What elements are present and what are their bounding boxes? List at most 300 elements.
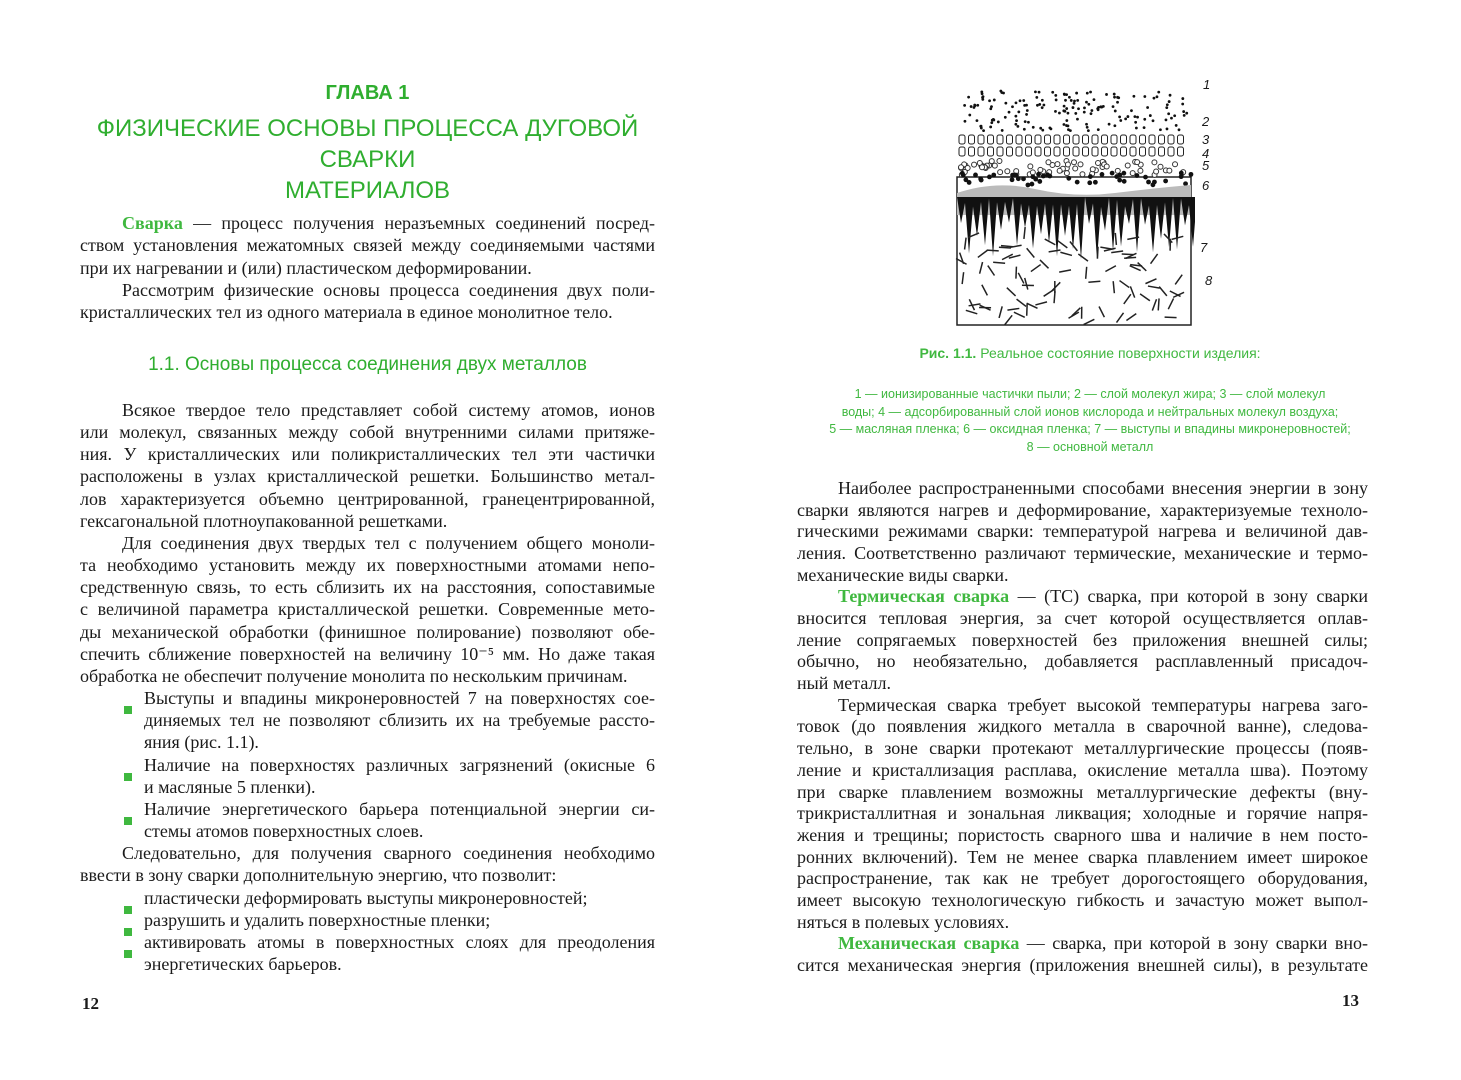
dust-particle bbox=[1011, 105, 1014, 108]
dust-particle bbox=[1038, 91, 1041, 94]
line-text: или молекул, связанных между собой внутренними силами притяже- bbox=[80, 422, 655, 443]
dust-particle bbox=[1149, 114, 1152, 117]
fat-molecule bbox=[1159, 135, 1165, 144]
fat-molecule bbox=[978, 135, 984, 144]
line-text: ния. У кристаллических или поликристаллических тел эти частички bbox=[80, 444, 655, 465]
text-line bbox=[797, 911, 1368, 933]
dust-particle bbox=[1004, 116, 1007, 119]
line-text: та необходимо установить между их поверхностными атомами непо- bbox=[80, 555, 655, 576]
dust-particle bbox=[1175, 124, 1178, 127]
text-line bbox=[797, 542, 1368, 564]
dust-particle bbox=[1132, 95, 1135, 98]
text-line bbox=[838, 694, 1368, 716]
line-text: — сварка, при которой в зону сварки вно- bbox=[1019, 933, 1368, 954]
dust-particle bbox=[1136, 116, 1139, 119]
dust-particle bbox=[1076, 99, 1079, 102]
figure-label: 1 bbox=[1203, 77, 1211, 92]
grain-mark bbox=[1158, 298, 1159, 310]
dust-particle bbox=[1159, 128, 1162, 131]
line-text: Наличие на поверхностях различных загрязнений (окисные 6 bbox=[144, 754, 655, 775]
text-line bbox=[80, 864, 655, 886]
dust-particle bbox=[988, 99, 991, 102]
dust-particle bbox=[1001, 129, 1004, 132]
fat-molecule bbox=[1007, 147, 1013, 156]
line-text: лов характеризуется объемно центрированной, гранецентрированной, bbox=[80, 488, 655, 509]
fat-molecule bbox=[1083, 147, 1089, 156]
oxygen-ion bbox=[967, 180, 972, 185]
line-text: механические виды сварки. bbox=[797, 564, 1009, 585]
dust-particle bbox=[1146, 106, 1149, 109]
oxygen-ion bbox=[987, 175, 992, 180]
dust-particle bbox=[1166, 103, 1169, 106]
dust-particle bbox=[1134, 121, 1137, 124]
dust-particle bbox=[1113, 93, 1116, 96]
text-line bbox=[122, 399, 655, 421]
dust-particle bbox=[1038, 103, 1041, 106]
line-text: ством установления межатомных связей между соединяемыми частями bbox=[80, 235, 655, 256]
line-text: ление и кристаллизация расплава, окисление металла шва). Поэтому bbox=[797, 759, 1368, 780]
dust-particle bbox=[1062, 109, 1065, 112]
term-highlight: Сварка bbox=[122, 213, 183, 233]
fat-molecule bbox=[1168, 147, 1174, 156]
water-molecule bbox=[1055, 162, 1060, 167]
fat-molecule bbox=[1121, 135, 1127, 144]
dust-particle bbox=[1069, 129, 1072, 132]
dust-particle bbox=[989, 126, 992, 129]
text-line bbox=[122, 279, 655, 301]
line-text: распространение, так как не требует дорогостоящего оборудования, bbox=[797, 868, 1368, 889]
line-text: жения и трещины; пористость сварного шва и наличие в нем посто- bbox=[797, 824, 1368, 845]
line-text: Термическая сварка требует высокой температуры нагрева заго- bbox=[838, 694, 1368, 715]
text-line bbox=[80, 301, 655, 323]
dust-particle bbox=[1014, 123, 1017, 126]
text-line bbox=[797, 737, 1368, 759]
line-text: Следовательно, для получения сварного соединения необходимо bbox=[122, 843, 655, 864]
dust-particle bbox=[1118, 115, 1121, 118]
oxygen-ion bbox=[1087, 180, 1092, 185]
text-line bbox=[80, 554, 655, 576]
page-number: 13 bbox=[1342, 991, 1359, 1010]
line-text: активировать атомы в поверхностных слоях для преодоления bbox=[144, 931, 655, 952]
figure-label: 2 bbox=[1202, 114, 1210, 129]
dust-particle bbox=[1143, 95, 1146, 98]
dust-particle bbox=[1090, 112, 1093, 115]
fat-molecule bbox=[969, 135, 975, 144]
water-molecule bbox=[1130, 171, 1135, 176]
dust-particle bbox=[1054, 94, 1057, 97]
line-text: с величиной параметра кристаллической решетки. Современные мето- bbox=[80, 599, 655, 620]
dust-particle bbox=[1063, 105, 1066, 108]
text-line bbox=[144, 909, 655, 931]
fat-molecule bbox=[1016, 135, 1022, 144]
text-line bbox=[797, 607, 1368, 629]
grain-mark bbox=[1122, 254, 1134, 255]
water-molecule bbox=[997, 159, 1002, 164]
dust-particle bbox=[1074, 112, 1077, 115]
fat-molecule bbox=[978, 147, 984, 156]
dust-particle bbox=[992, 118, 995, 121]
fat-molecule bbox=[1083, 135, 1089, 144]
text-line bbox=[797, 954, 1368, 976]
dust-particle bbox=[1064, 99, 1067, 102]
dust-particle bbox=[1093, 98, 1096, 101]
dust-particle bbox=[1051, 91, 1054, 94]
dust-particle bbox=[1073, 100, 1076, 103]
line-text: тельно, в зоне сварки протекают металлургические процессы (появ- bbox=[797, 738, 1368, 759]
line-text: вносится тепловая энергия, за счет которой осуществляется оплав- bbox=[797, 608, 1368, 629]
text-line bbox=[797, 629, 1368, 651]
oxygen-ion bbox=[1041, 174, 1046, 179]
dust-particle bbox=[981, 98, 984, 101]
water-molecule bbox=[1065, 162, 1070, 167]
line-text: имеет высокую технологическую гибкость и зачастую может выпол- bbox=[797, 889, 1368, 910]
line-text: Для соединения двух твердых тел с получением общего моноли- bbox=[122, 532, 655, 553]
text-line bbox=[838, 585, 1368, 607]
dust-particle bbox=[1113, 124, 1116, 127]
water-molecule bbox=[1064, 171, 1069, 176]
figure-label: 8 bbox=[1205, 273, 1213, 288]
oxygen-ion bbox=[1030, 182, 1035, 187]
line-text: гексагональной плотноупакованной решетками. bbox=[80, 510, 448, 531]
fat-molecule bbox=[969, 147, 975, 156]
water-molecule bbox=[1046, 160, 1051, 165]
bullet-marker bbox=[124, 706, 132, 714]
water-molecule bbox=[1152, 160, 1157, 165]
dust-particle bbox=[1087, 103, 1090, 106]
dust-particle bbox=[1108, 123, 1111, 126]
oxygen-ion bbox=[1088, 174, 1093, 179]
dust-particle bbox=[1024, 120, 1027, 123]
line-text: трикристаллитная и зональная ликвация; холодные и горячие напря- bbox=[797, 803, 1368, 824]
water-molecule bbox=[1038, 167, 1043, 172]
dust-particle bbox=[1076, 118, 1079, 121]
fat-molecule bbox=[1130, 135, 1136, 144]
line-text: при их нагревании и (или) пластическом деформировании. bbox=[80, 257, 532, 278]
dust-particle bbox=[1022, 99, 1025, 102]
dust-particle bbox=[1086, 126, 1089, 129]
oxygen-ion bbox=[973, 173, 978, 178]
grain-mark bbox=[1086, 267, 1087, 279]
line-text: Выступы и впадины микронеровностей 7 на поверхностях сое- bbox=[144, 688, 655, 709]
dust-particle bbox=[1097, 108, 1100, 111]
water-molecule bbox=[972, 162, 977, 167]
text-line bbox=[144, 731, 655, 753]
oxygen-ion bbox=[960, 171, 965, 176]
line-text: — процесс получения неразъемных соединений посред- bbox=[182, 213, 655, 233]
fat-molecule bbox=[1130, 147, 1136, 156]
text-line bbox=[144, 820, 655, 842]
dust-particle bbox=[990, 121, 993, 124]
dust-particle bbox=[1073, 102, 1076, 105]
water-molecule bbox=[1073, 166, 1078, 171]
text-line bbox=[80, 443, 655, 465]
legend-line: 5 — масляная пленка; 6 — оксидная пленка; 7 — выступы и впадины микронеровностей; bbox=[829, 422, 1351, 436]
text-line bbox=[797, 802, 1368, 824]
dust-particle bbox=[973, 104, 976, 107]
line-text: расположены в узлах кристаллической решетки. Большинство метал- bbox=[80, 466, 655, 487]
dust-particle bbox=[1085, 101, 1088, 104]
dust-particle bbox=[1087, 129, 1090, 132]
dust-particle bbox=[1181, 103, 1184, 106]
text-line bbox=[797, 650, 1368, 672]
dust-particle bbox=[1102, 105, 1105, 108]
dust-particle bbox=[1026, 109, 1029, 112]
dust-particle bbox=[1015, 119, 1018, 122]
fat-molecule bbox=[1121, 147, 1127, 156]
dust-particle bbox=[1027, 121, 1030, 124]
dust-particle bbox=[967, 96, 970, 99]
oxygen-ion bbox=[1021, 176, 1026, 181]
dust-particle bbox=[1072, 106, 1075, 109]
oxygen-ion bbox=[1179, 171, 1184, 176]
line-text: диняемых тел не позволяют сблизить их на требуемые расстo- bbox=[144, 710, 655, 731]
dust-particle bbox=[1089, 91, 1092, 94]
grain-mark bbox=[1097, 247, 1098, 259]
fat-molecule bbox=[988, 135, 994, 144]
dust-particle bbox=[1085, 123, 1088, 126]
dust-particle bbox=[1127, 115, 1130, 118]
dust-particle bbox=[1055, 99, 1058, 102]
fat-molecule bbox=[1035, 147, 1041, 156]
fat-molecule bbox=[1007, 135, 1013, 144]
fat-molecule bbox=[1159, 147, 1165, 156]
text-line bbox=[797, 867, 1368, 889]
line-text: товок (до появления жидкого металла в сварочной ванне), следова- bbox=[797, 716, 1368, 737]
oxygen-ion bbox=[1122, 179, 1127, 184]
dust-particle bbox=[1019, 99, 1022, 102]
dust-particle bbox=[1004, 102, 1007, 105]
figure-caption bbox=[820, 345, 1360, 361]
fat-molecule bbox=[1168, 135, 1174, 144]
water-molecule bbox=[1028, 164, 1033, 169]
water-molecule bbox=[959, 165, 964, 170]
oxygen-ion bbox=[1013, 173, 1018, 178]
bullet-marker bbox=[124, 906, 132, 914]
water-molecule bbox=[1095, 161, 1100, 166]
dust-particle bbox=[976, 119, 979, 122]
page-number: 12 bbox=[82, 994, 99, 1013]
dust-particle bbox=[1063, 123, 1066, 126]
dust-particle bbox=[1178, 128, 1181, 131]
dust-particle bbox=[1017, 110, 1020, 113]
dust-particle bbox=[1042, 104, 1045, 107]
text-line bbox=[797, 564, 1368, 586]
text-line bbox=[80, 488, 655, 510]
figure-label: 7 bbox=[1200, 240, 1208, 255]
oxygen-ion bbox=[1036, 172, 1041, 177]
fat-molecule bbox=[1045, 135, 1051, 144]
grain-mark bbox=[1088, 281, 1100, 282]
dust-particle bbox=[1099, 105, 1102, 108]
chapter-title bbox=[80, 113, 655, 206]
text-line bbox=[797, 889, 1368, 911]
dust-particle bbox=[1153, 97, 1156, 100]
text-line bbox=[838, 477, 1368, 499]
text-line bbox=[80, 421, 655, 443]
line-text: ный металл. bbox=[797, 673, 891, 694]
line-text: — (ТС) сварка, при которой в зону сварки bbox=[1009, 586, 1368, 607]
text-line bbox=[80, 257, 655, 279]
line-text: яния (рис. 1.1). bbox=[144, 732, 259, 753]
fat-molecule bbox=[1054, 147, 1060, 156]
fat-molecule bbox=[1073, 147, 1079, 156]
text-line bbox=[80, 665, 655, 687]
oxygen-ion bbox=[1117, 178, 1122, 183]
dust-particle bbox=[1041, 129, 1044, 132]
fat-molecule bbox=[1045, 147, 1051, 156]
dust-particle bbox=[1167, 112, 1170, 115]
line-text: ды механической обработки (финишное полирование) позволяют обе- bbox=[80, 621, 655, 642]
grain-mark bbox=[1115, 233, 1116, 245]
text-line bbox=[797, 781, 1368, 803]
figure-label: 6 bbox=[1202, 178, 1210, 193]
line-text: Рассмотрим физические основы процесса соединения двух поли- bbox=[122, 279, 655, 300]
oxygen-ion bbox=[1135, 173, 1140, 178]
water-molecule bbox=[980, 165, 985, 170]
water-molecule bbox=[1154, 169, 1159, 174]
line-text: сится механическая энергия (приложения внешней силы), в результате bbox=[797, 954, 1368, 975]
chapter-title-line: ФИЗИЧЕСКИЕ ОСНОВЫ ПРОЦЕССА ДУГОВОЙ СВАРКИ bbox=[96, 115, 639, 173]
oxygen-ion bbox=[1066, 176, 1071, 181]
bullet-marker bbox=[124, 950, 132, 958]
line-text: пластически деформировать выступы микронеровностей; bbox=[144, 887, 588, 908]
fat-molecule bbox=[1149, 135, 1155, 144]
line-text: обычно, но необязательно, добавляется расплавленный присадоч- bbox=[797, 651, 1368, 672]
water-molecule bbox=[1158, 164, 1163, 169]
dust-particle bbox=[963, 104, 966, 107]
dust-particle bbox=[1067, 112, 1070, 115]
text-line bbox=[122, 842, 655, 864]
text-line bbox=[80, 510, 655, 532]
dust-particle bbox=[1034, 90, 1037, 93]
dust-particle bbox=[968, 114, 971, 117]
bullet-marker bbox=[124, 817, 132, 825]
dust-particle bbox=[1083, 111, 1086, 114]
line-text: гическими режимами сварки: температурой нагрева и величиной дав- bbox=[797, 521, 1368, 542]
fat-molecule bbox=[1073, 135, 1079, 144]
term-highlight: Термическая сварка bbox=[838, 586, 1010, 607]
fat-molecule bbox=[1054, 135, 1060, 144]
oxygen-ion bbox=[1163, 179, 1168, 184]
text-line bbox=[144, 754, 655, 776]
oxygen-ion bbox=[1189, 172, 1194, 177]
line-text: энергетических барьеров. bbox=[144, 954, 342, 974]
grain-mark bbox=[987, 250, 999, 251]
text-line bbox=[797, 715, 1368, 737]
dust-particle bbox=[1143, 126, 1146, 129]
text-line bbox=[797, 759, 1368, 781]
bullet-marker bbox=[124, 928, 132, 936]
fat-molecule bbox=[1111, 135, 1117, 144]
dust-particle bbox=[1185, 112, 1188, 115]
dust-particle bbox=[1135, 127, 1138, 130]
dust-particle bbox=[982, 129, 985, 132]
dust-particle bbox=[1083, 106, 1086, 109]
dust-particle bbox=[1133, 115, 1136, 118]
dust-particle bbox=[1165, 106, 1168, 109]
oxygen-ion bbox=[1146, 180, 1151, 185]
fat-molecule bbox=[1178, 135, 1184, 144]
water-molecule bbox=[998, 170, 1003, 175]
dust-particle bbox=[1156, 95, 1159, 98]
dust-particle bbox=[982, 95, 985, 98]
dust-particle bbox=[1015, 101, 1018, 104]
line-text: Наличие энергетического барьера потенциальной энергии си- bbox=[144, 798, 655, 819]
legend-line: 8 — основной металл bbox=[1026, 439, 1154, 454]
dust-particle bbox=[1035, 96, 1038, 99]
dust-particle bbox=[1168, 100, 1171, 103]
chapter-title-line: МАТЕРИАЛОВ bbox=[284, 177, 450, 204]
grain-mark bbox=[1165, 317, 1177, 318]
fat-molecule bbox=[1111, 147, 1117, 156]
dust-particle bbox=[1065, 119, 1068, 122]
dust-particle bbox=[1065, 124, 1068, 127]
legend-line: воды; 4 — адсорбированный слой ионов кислорода и нейтральных молекул воздуха; bbox=[841, 404, 1339, 419]
text-line bbox=[122, 212, 655, 234]
dust-particle bbox=[1054, 110, 1057, 113]
water-molecule bbox=[1125, 163, 1130, 168]
dust-particle bbox=[979, 125, 982, 128]
line-text: ление сопрягаемых поверхностей без приложения внешней силы; bbox=[797, 629, 1368, 650]
fat-molecule bbox=[1140, 147, 1146, 156]
water-molecule bbox=[1104, 164, 1109, 169]
dust-particle bbox=[999, 90, 1002, 93]
dust-particle bbox=[1105, 93, 1108, 96]
grain-mark bbox=[999, 247, 1011, 248]
dust-particle bbox=[1032, 126, 1035, 129]
line-text: ления. Соответственно различают термические, механические и термо- bbox=[797, 543, 1368, 564]
dust-particle bbox=[1008, 111, 1011, 114]
text-line bbox=[80, 465, 655, 487]
text-line bbox=[144, 687, 655, 709]
water-molecule bbox=[1072, 160, 1077, 165]
figure-caption-number: Рис. 1.1. bbox=[919, 345, 977, 361]
surface-layers-illustration bbox=[955, 85, 1195, 327]
term-highlight: Механическая сварка bbox=[838, 933, 1020, 954]
oxygen-ion bbox=[1033, 177, 1038, 182]
water-molecule bbox=[1173, 162, 1178, 167]
text-line bbox=[122, 532, 655, 554]
dust-particle bbox=[1090, 109, 1093, 112]
dust-particle bbox=[1070, 99, 1073, 102]
dust-particle bbox=[1124, 118, 1127, 121]
water-molecule bbox=[1090, 167, 1095, 172]
dust-particle bbox=[1166, 128, 1169, 131]
dust-particle bbox=[1116, 101, 1119, 104]
line-text: Наиболее распространенными способами внесения энергии в зону bbox=[838, 478, 1368, 498]
figure-label: 3 bbox=[1202, 132, 1210, 147]
oxygen-ion bbox=[979, 178, 984, 183]
dust-particle bbox=[1048, 126, 1051, 129]
fat-molecule bbox=[1102, 135, 1108, 144]
bullet-marker bbox=[124, 773, 132, 781]
dust-particle bbox=[1075, 92, 1078, 95]
dust-particle bbox=[970, 105, 973, 108]
fat-molecule bbox=[959, 135, 965, 144]
fat-molecule bbox=[1064, 147, 1070, 156]
text-line bbox=[144, 931, 655, 953]
text-line bbox=[797, 499, 1368, 521]
text-line bbox=[144, 709, 655, 731]
dust-particle bbox=[1063, 93, 1066, 96]
text-line bbox=[144, 798, 655, 820]
line-text: и масляные 5 пленки). bbox=[144, 776, 316, 797]
figure-label: 5 bbox=[1202, 158, 1210, 173]
text-line bbox=[80, 234, 655, 256]
grain-mark bbox=[993, 262, 1005, 263]
water-molecule bbox=[1135, 160, 1140, 165]
fat-molecule bbox=[1092, 135, 1098, 144]
